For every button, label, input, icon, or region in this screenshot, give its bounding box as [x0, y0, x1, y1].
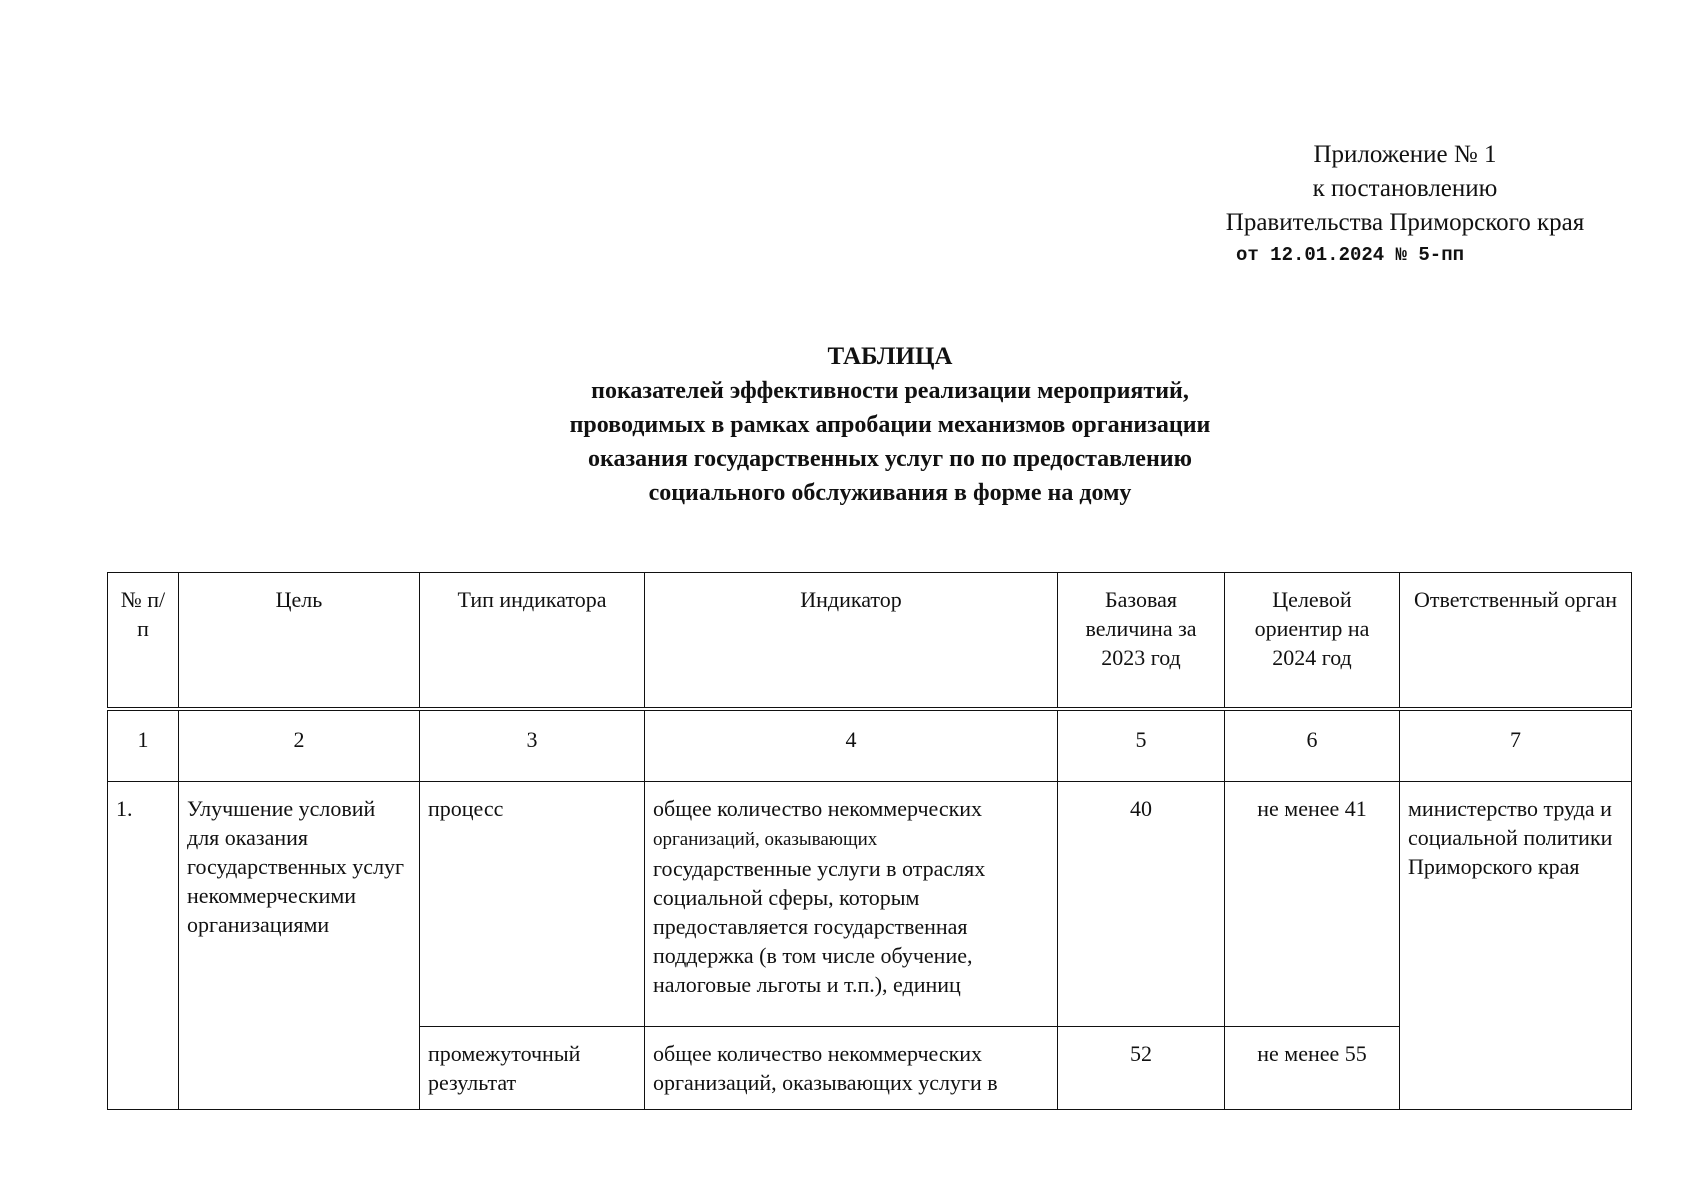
header-responsible: Ответственный орган [1400, 573, 1632, 710]
row-number: 1. [108, 782, 179, 1110]
title-line-4: социального обслуживания в форме на дому [648, 480, 1132, 506]
column-number-7: 7 [1400, 709, 1632, 782]
title-heading: ТАБЛИЦА [827, 343, 953, 370]
header-number: № п/п [108, 573, 179, 710]
column-number-2: 2 [179, 709, 420, 782]
base-value-cell: 52 [1058, 1027, 1225, 1110]
column-number-5: 5 [1058, 709, 1225, 782]
indicator-cell [645, 782, 1058, 1027]
indicator-type-cell: процесс [420, 782, 645, 1027]
header-goal: Цель [179, 573, 420, 710]
appendix-date: от 12.01.2024 № 5-пп [1235, 244, 1465, 266]
table-row [108, 782, 1632, 1027]
column-number-4: 4 [645, 709, 1058, 782]
responsible-cell: министерство труда и социальной политики Приморского края [1400, 782, 1632, 1110]
indicator-text-b: организаций, оказывающих [653, 829, 878, 850]
goal-cell: Улучшение условий для оказания государственных услуг некоммерческими организациями [179, 782, 420, 1110]
target-cell: не менее 55 [1225, 1027, 1400, 1110]
document-title [300, 340, 1480, 510]
indicator-type-cell: промежуточный результат [420, 1027, 645, 1110]
appendix-line-1: Приложение № 1 [1313, 141, 1497, 168]
header-target: Целевой ориентир на 2024 год [1225, 573, 1400, 710]
table-header-row [108, 573, 1632, 710]
column-number-1: 1 [108, 709, 179, 782]
appendix-line-2: к постановлению [1312, 175, 1498, 202]
title-line-1: показателей эффективности реализации мероприятий, [591, 378, 1189, 404]
header-indicator-type: Тип индикатора [420, 573, 645, 710]
column-number-3: 3 [420, 709, 645, 782]
base-value-cell: 40 [1058, 782, 1225, 1027]
indicators-table [107, 572, 1632, 1110]
column-number-6: 6 [1225, 709, 1400, 782]
indicator-text-c: государственные услуги в отраслях социальной сферы, которым предоставляется государственная поддержка (в том числе обучение, налоговые льготы и т.п.), единиц [653, 856, 986, 997]
indicator-text-a: общее количество некоммерческих [653, 796, 983, 821]
title-line-2: проводимых в рамках апробации механизмов организации [569, 412, 1211, 438]
appendix-line-3: Правительства Приморского края [1225, 209, 1585, 236]
title-line-3: оказания государственных услуг по по предоставлению [588, 446, 1192, 472]
appendix-block [1170, 138, 1640, 268]
column-numbers-row [108, 709, 1632, 782]
indicator-cell: общее количество некоммерческих организаций, оказывающих услуги в [645, 1027, 1058, 1110]
target-cell: не менее 41 [1225, 782, 1400, 1027]
header-base-value: Базовая величина за 2023 год [1058, 573, 1225, 710]
header-indicator: Индикатор [645, 573, 1058, 710]
